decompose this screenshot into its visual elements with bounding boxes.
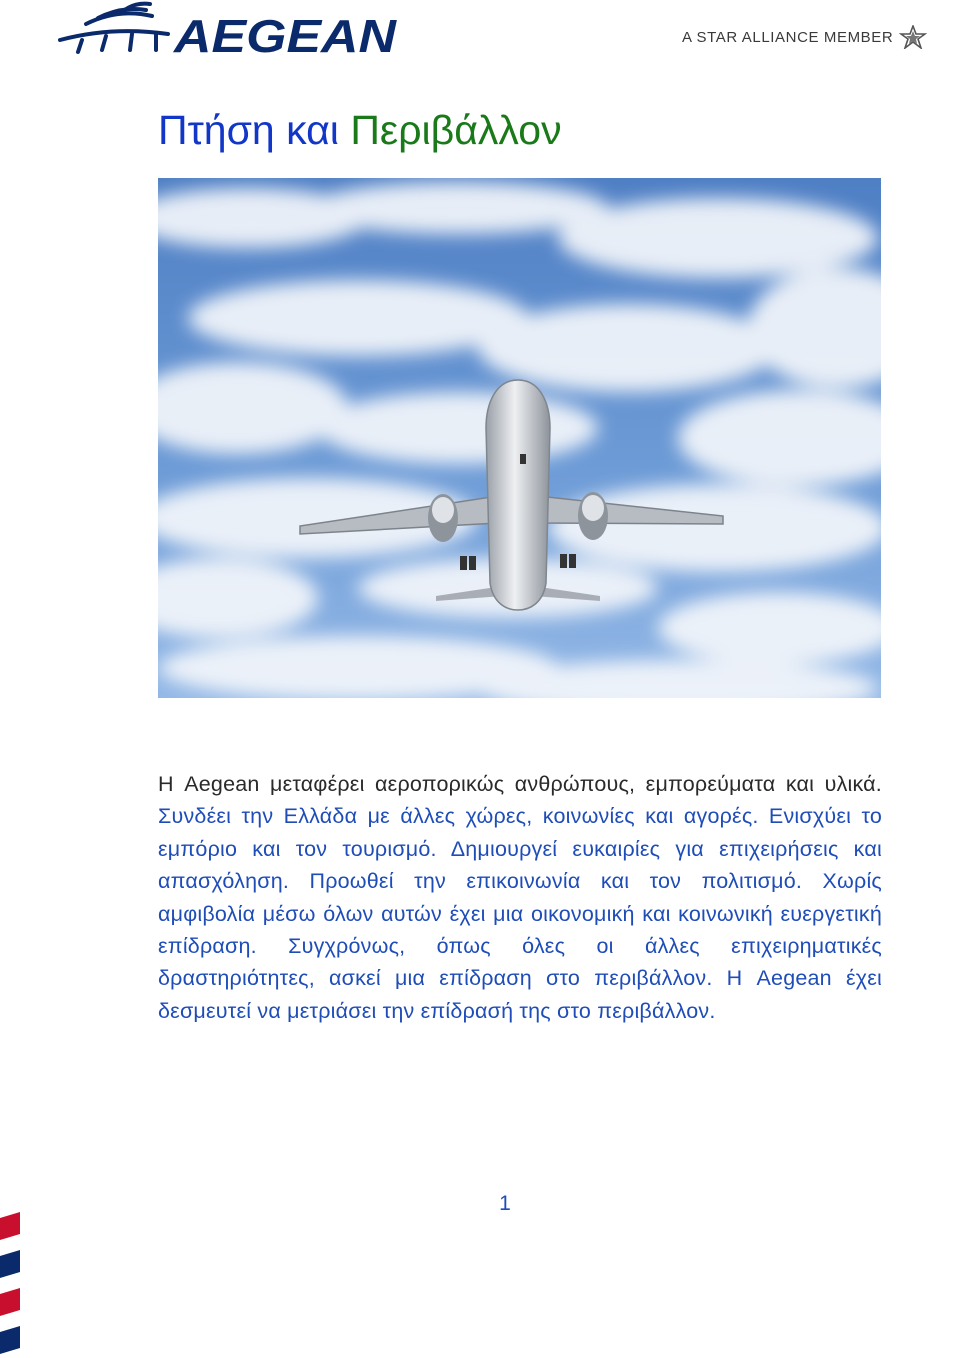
logo-wordmark: AEGEAN — [172, 10, 397, 62]
sentence-5: Χωρίς αμφιβολία μέσω όλων αυτών έχει μια οικονομική και κοινωνική ευεργετική επίδραση. — [158, 869, 882, 959]
page-number: 1 — [499, 1192, 511, 1215]
sentence-1: Η Aegean μεταφέρει αεροπορικώς ανθρώπους, εμπορεύματα και υλικά. — [158, 772, 882, 796]
title-part-1: Πτήση και — [158, 107, 339, 153]
aegean-logo — [52, 0, 402, 62]
decorative-stripes — [0, 1212, 26, 1358]
airplane-photo — [158, 178, 881, 698]
sentence-7: Η Aegean έχει δεσμευτεί να μετριάσει την επίδρασή της στο περιβάλλον. — [158, 966, 882, 1023]
star-alliance-icon — [899, 25, 927, 49]
sentence-2: Συνδέει την Ελλάδα με άλλες χώρες, κοινωνίες και αγορές. Ενισχύει το εμπόριο και τον τουρισμό. — [158, 804, 882, 861]
title-part-2: Περιβάλλον — [350, 107, 562, 153]
intro-paragraph — [158, 768, 882, 1027]
bird-emblem-icon — [60, 4, 168, 52]
sentence-4: Προωθεί την επικοινωνία και τον πολιτισμό. — [309, 869, 803, 894]
page-title — [158, 104, 562, 156]
sentence-3: Δημιουργεί ευκαιρίες για επιχειρήσεις και απασχόληση. — [158, 836, 882, 894]
star-alliance-badge — [682, 26, 927, 48]
sentence-6: Συγχρόνως, όπως όλες οι άλλες επιχειρηματικές δραστηριότητες, ασκεί μια επίδραση στο περιβάλλον. — [158, 934, 882, 991]
alliance-text: A STAR ALLIANCE MEMBER — [682, 28, 894, 46]
